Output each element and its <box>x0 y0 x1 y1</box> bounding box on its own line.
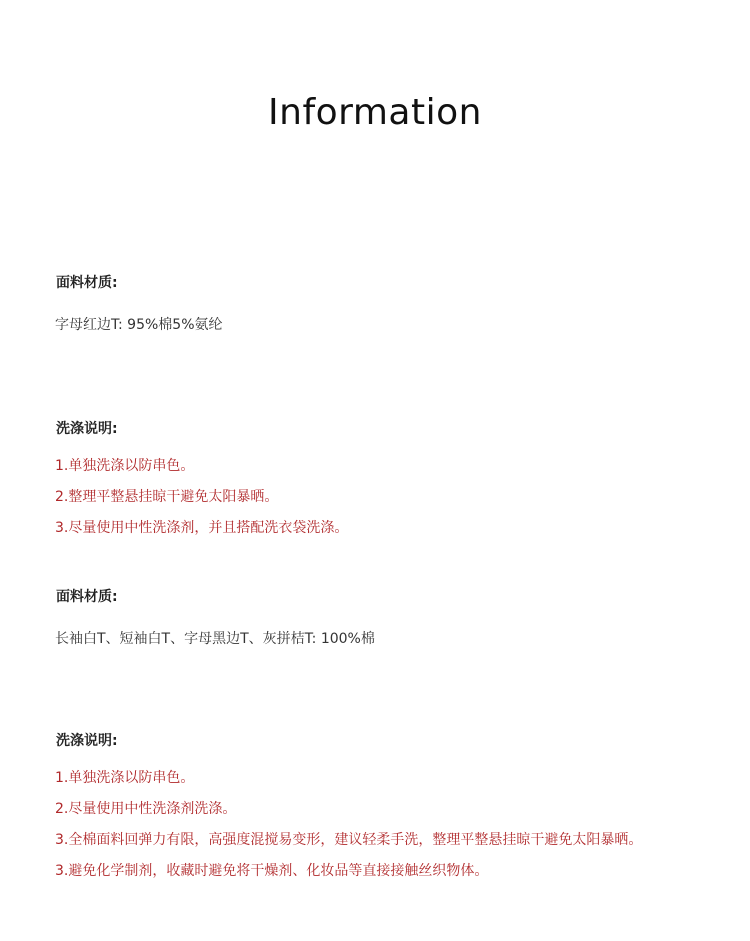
fabric-material-text: 字母红边T: 95%棉5%氨纶 <box>55 317 223 333</box>
washing-instructions-list <box>55 763 642 887</box>
washing-instructions-heading: 洗涤说明: <box>56 733 118 749</box>
list-item: 1.单独洗涤以防串色。 <box>55 458 195 474</box>
list-item: 2.尽量使用中性洗涤剂洗涤。 <box>55 801 237 817</box>
page-title: Information <box>268 92 482 133</box>
fabric-material-heading: 面料材质: <box>56 589 118 605</box>
washing-instructions-list <box>55 451 348 544</box>
list-item: 2.整理平整悬挂晾干避免太阳暴晒。 <box>55 489 279 505</box>
list-item: 3.尽量使用中性洗涤剂，并且搭配洗衣袋洗涤。 <box>55 520 349 536</box>
fabric-material-heading: 面料材质: <box>56 275 118 291</box>
list-item: 3.避免化学制剂，收藏时避免将干燥剂、化妆品等直接接触丝织物体。 <box>55 863 489 879</box>
list-item: 3.全棉面料回弹力有限，高强度混搅易变形，建议轻柔手洗，整理平整悬挂晾干避免太阳暴晒。 <box>55 832 643 848</box>
list-item: 1.单独洗涤以防串色。 <box>55 770 195 786</box>
washing-instructions-heading: 洗涤说明: <box>56 421 118 437</box>
fabric-material-text: 长袖白T、短袖白T、字母黑边T、灰拼桔T: 100%棉 <box>55 631 375 647</box>
